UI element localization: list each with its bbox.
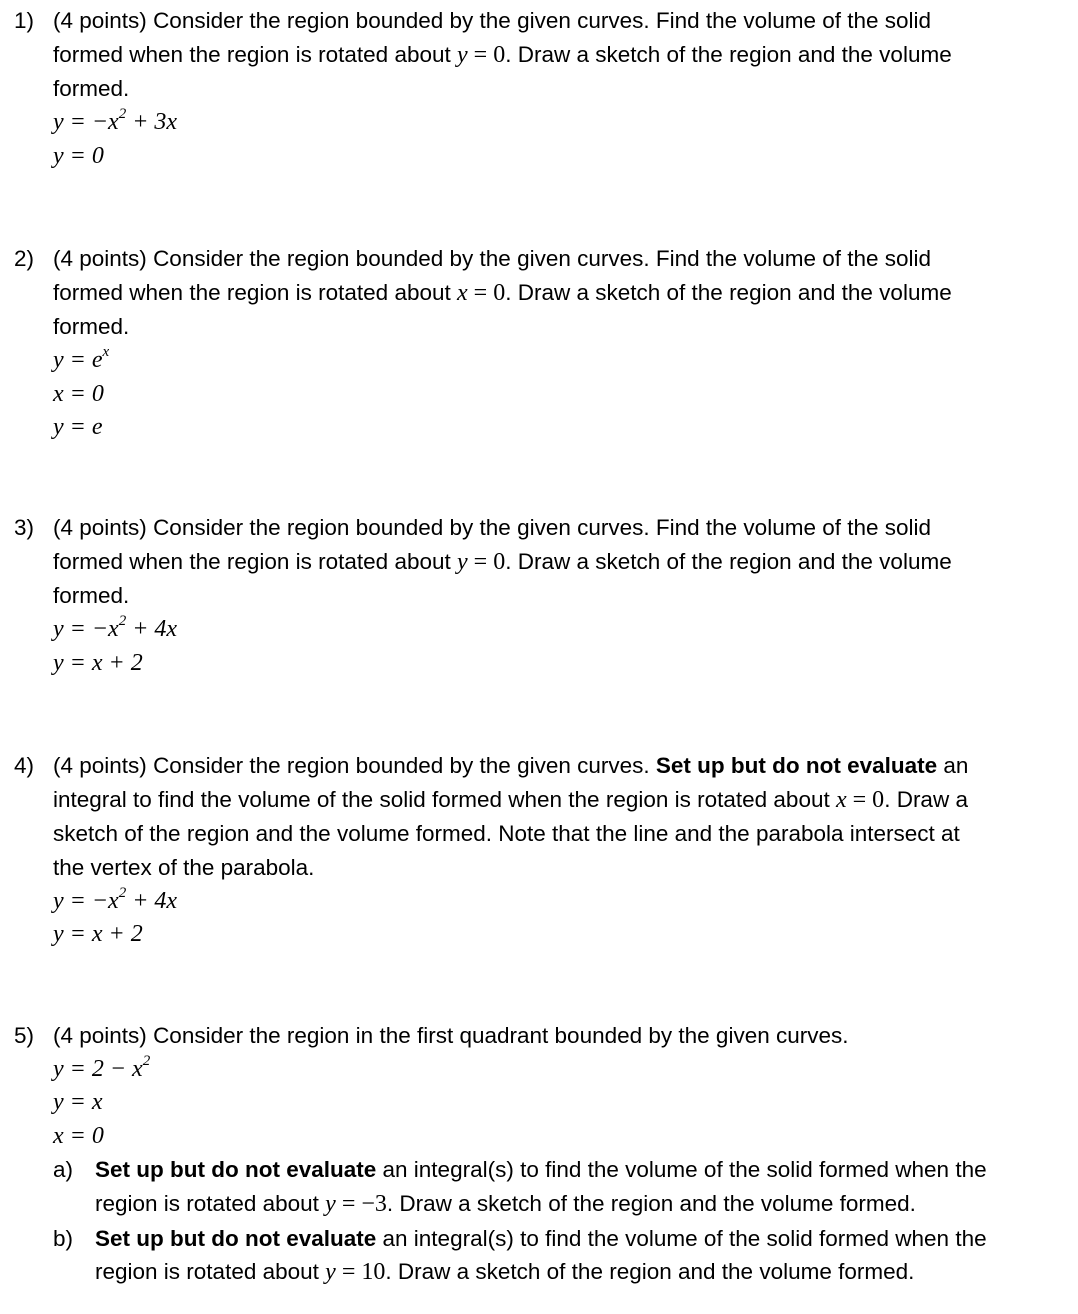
- problem-number: 3): [14, 515, 35, 540]
- equation: [53, 140, 1064, 174]
- equation: [53, 918, 1064, 952]
- equation: [53, 1053, 1064, 1087]
- problem-2: [14, 242, 1064, 445]
- axis-variable: x: [835, 786, 847, 813]
- equation: [53, 378, 1064, 412]
- problem-text: . Draw a sketch of the region and the volume: [505, 41, 952, 67]
- problem-text: . Draw a: [884, 786, 968, 812]
- problem-text: formed.: [53, 314, 130, 340]
- problem-text: formed when the region is rotated about: [53, 279, 458, 305]
- problem-body: [53, 511, 1064, 680]
- problem-text-line: [53, 242, 1064, 276]
- problem-body: [53, 242, 1064, 445]
- axis-value: = −3: [335, 1190, 387, 1217]
- problem-4: [14, 749, 1064, 952]
- equation-part: y = x + 2: [53, 921, 143, 948]
- problem-text-line: [95, 1255, 1064, 1290]
- subpart-b: [53, 1222, 1064, 1290]
- problem-number: 4): [14, 753, 35, 778]
- problem-text-line: [53, 38, 1064, 73]
- axis-variable: y: [325, 1190, 336, 1217]
- problem-text: integral to find the volume of the solid formed when the region is rotated about: [53, 786, 836, 812]
- equation: [53, 1086, 1064, 1120]
- problem-text-line: [53, 72, 1064, 106]
- problem-text-line: [53, 579, 1064, 613]
- points-label: (4 points): [53, 753, 147, 778]
- problem-text: Consider the region bounded by the given curves. Find the volume of the solid: [153, 515, 932, 540]
- subpart-label: a): [53, 1157, 74, 1183]
- equation-part: y = −x: [53, 616, 119, 643]
- problem-body: [53, 4, 1064, 173]
- equation-part: y = 2 − x: [53, 1055, 143, 1082]
- bold-instruction: Set up but do not evaluate: [95, 1157, 377, 1183]
- points-label: (4 points): [53, 1023, 147, 1048]
- equation-part: y = e: [53, 347, 103, 374]
- problem-number: 5): [14, 1023, 35, 1048]
- equation-part: x = 0: [53, 380, 104, 407]
- equation-part: y = e: [53, 414, 103, 441]
- problem-text: . Draw a sketch of the region and the volume formed.: [386, 1190, 916, 1216]
- points-label: (4 points): [53, 515, 147, 540]
- bold-instruction: Set up but do not evaluate: [655, 753, 938, 778]
- problem-text: formed when the region is rotated about: [53, 41, 458, 67]
- problem-number: 1): [14, 8, 35, 33]
- exponent: x: [102, 344, 110, 361]
- points-label: (4 points): [53, 8, 147, 33]
- problem-text-line: [53, 310, 1064, 344]
- problem-3: [14, 511, 1064, 680]
- problem-text: Consider the region bounded by the given curves. Find the volume of the solid: [153, 8, 932, 33]
- problem-text: . Draw a sketch of the region and the volume formed.: [385, 1259, 915, 1285]
- problem-text: sketch of the region and the volume formed. Note that the line and the parabola intersect at: [53, 821, 960, 847]
- problem-text: the vertex of the parabola.: [53, 855, 315, 881]
- exponent: 2: [142, 1052, 151, 1069]
- problem-text-line: [53, 4, 1064, 38]
- problem-text-line: [95, 1187, 1064, 1222]
- exponent: 2: [118, 106, 127, 123]
- problem-5: [14, 1019, 1064, 1290]
- problem-text-line: [53, 851, 1064, 885]
- exponent: 2: [118, 884, 127, 901]
- equation: [53, 613, 1064, 647]
- axis-variable: y: [325, 1259, 336, 1286]
- exponent: 2: [118, 613, 127, 630]
- problem-text: region is rotated about: [95, 1259, 326, 1285]
- problem-text: an integral(s) to find the volume of the solid formed when the: [376, 1225, 987, 1251]
- axis-variable: y: [457, 548, 468, 575]
- equation: [53, 411, 1064, 445]
- axis-value: = 0: [467, 41, 506, 68]
- subpart-a: [53, 1153, 1064, 1221]
- axis-value: = 0: [846, 786, 885, 813]
- subpart-body: [95, 1153, 1064, 1221]
- problem-text-line: [53, 276, 1064, 311]
- equation: [53, 106, 1064, 140]
- axis-value: = 0: [467, 279, 506, 306]
- problem-text-line: [53, 1019, 1064, 1053]
- points-label: (4 points): [53, 246, 147, 271]
- problem-text: region is rotated about: [95, 1190, 326, 1216]
- equation-part: y = 0: [53, 142, 104, 169]
- subpart-body: [95, 1222, 1064, 1290]
- equation: [53, 885, 1064, 919]
- problem-text-line: [95, 1222, 1064, 1256]
- problem-text-line: [53, 817, 1064, 851]
- equation: [53, 1120, 1064, 1154]
- problem-text: Consider the region bounded by the given curves. Find the volume of the solid: [153, 246, 932, 271]
- equation-part: + 4x: [126, 616, 178, 643]
- problem-text: . Draw a sketch of the region and the volume: [505, 548, 952, 574]
- axis-variable: y: [457, 41, 468, 68]
- problem-text: formed.: [53, 583, 130, 609]
- problem-text: an integral(s) to find the volume of the solid formed when the: [376, 1157, 987, 1183]
- problem-text-line: [53, 511, 1064, 545]
- equation-part: y = −x: [53, 887, 119, 914]
- equation: [53, 344, 1064, 378]
- axis-variable: x: [457, 279, 468, 306]
- equation: [53, 647, 1064, 681]
- bold-instruction: Set up but do not evaluate: [95, 1225, 377, 1251]
- problem-body: [53, 1019, 1064, 1290]
- problem-text-line: [53, 545, 1064, 580]
- problem-text: Consider the region in the first quadrant bounded by the given curves.: [153, 1023, 849, 1048]
- problem-text: formed when the region is rotated about: [53, 548, 458, 574]
- problem-text: formed.: [53, 76, 130, 102]
- problem-text-line: [53, 783, 1064, 818]
- problem-1: [14, 4, 1064, 173]
- equation-part: + 4x: [126, 887, 178, 914]
- problem-number: 2): [14, 246, 35, 271]
- axis-value: = 0: [467, 548, 506, 575]
- equation-part: x = 0: [53, 1122, 104, 1149]
- equation-part: y = x: [53, 1089, 103, 1116]
- subpart-label: b): [53, 1225, 74, 1251]
- equation-part: y = x + 2: [53, 649, 143, 676]
- axis-value: = 10: [335, 1259, 386, 1286]
- problem-text-line: [95, 1153, 1064, 1187]
- equation-part: + 3x: [126, 109, 178, 136]
- problem-text-line: [53, 749, 1064, 783]
- problem-text: Consider the region bounded by the given curves.: [153, 753, 656, 778]
- problem-text: . Draw a sketch of the region and the volume: [505, 279, 952, 305]
- problem-text: an: [937, 753, 969, 778]
- equation-part: y = −x: [53, 109, 119, 136]
- problem-body: [53, 749, 1064, 952]
